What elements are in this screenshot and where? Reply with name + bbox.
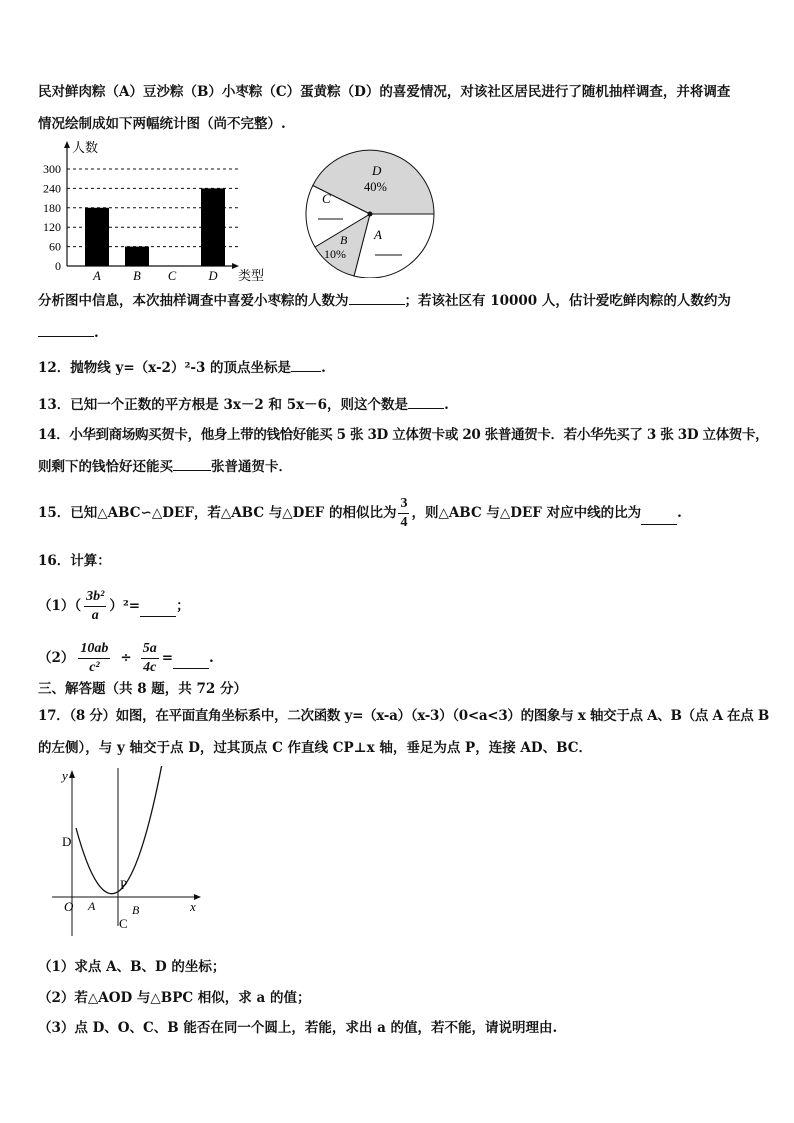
q13-line (38, 394, 449, 415)
pie-label-d: D (372, 163, 382, 178)
q15-blank (641, 510, 677, 525)
bar-chart-xtick-label: C (167, 269, 177, 283)
graph-label-y: y (62, 768, 68, 783)
q12-line (38, 357, 326, 378)
q17-line-2: 的左侧），与 y 轴交于点 D，过其顶点 C 作直线 CP⊥x 轴，垂足为点 P，连接 AD、BC． (38, 740, 592, 756)
intro-line-2: 情况绘制成如下两幅统计图（尚不完整）. (38, 116, 286, 132)
pie-label-a: A (374, 227, 382, 242)
q16-p2-numerator-1: 10ab (78, 641, 110, 659)
q12-end: . (321, 360, 326, 376)
bar-chart-ytick-label: 0 (55, 259, 61, 273)
q15-ratio-numerator: 3 (398, 496, 409, 514)
q17-sub-3: （3）点 D、O、C、B 能否在同一个圆上，若能，求出 a 的值，若不能，请说明理由. (38, 1020, 558, 1036)
q15-ratio-denominator: 4 (400, 514, 408, 530)
q17-sub-2: （2）若△AOD 与△BPC 相似，求 a 的值； (38, 990, 311, 1006)
graph-label-a: A (88, 899, 96, 913)
q14-text-b: 张普通贺卡． (211, 459, 292, 475)
q15-text-after: ，则△ABC 与△DEF 对应中线的比为 (411, 505, 642, 521)
q16-title: 16．计算： (38, 553, 111, 569)
q11-end: . (94, 325, 99, 341)
q13-end: . (444, 397, 449, 413)
q16-p2-fraction-1 (78, 641, 110, 676)
q11-line (38, 290, 731, 311)
q15-line (38, 492, 682, 534)
q12-blank (291, 357, 321, 372)
section-3-title: 三、解答题（共 8 题，共 72 分） (38, 681, 247, 697)
q16-p2-denominator-1: c² (89, 659, 100, 675)
pie-label-b-percent: 10% (324, 247, 346, 261)
q16-p1-suffix: ）²= (109, 598, 141, 614)
q16-p2-fraction-2 (141, 641, 159, 676)
bar-chart-ytick-label: 60 (49, 239, 61, 254)
bar-chart-xlabel: 类型 (238, 268, 265, 283)
graph-parabola (76, 766, 162, 894)
q16-p1-denominator: a (91, 607, 99, 623)
q16-p2-operator: ÷ (120, 650, 132, 666)
bar-chart-xtick-label: B (133, 269, 141, 283)
q16-part-1 (38, 586, 190, 626)
q16-p1-fraction (84, 589, 106, 624)
bar-chart-y-arrow (64, 141, 70, 148)
bar-chart-ytick-label: 120 (43, 220, 61, 235)
graph-label-x: x (190, 899, 196, 914)
q16-p2-denominator-2: 4c (143, 659, 157, 675)
graph-label-d: D (62, 834, 72, 849)
q17-sub-1: （1）求点 A、B、D 的坐标； (38, 959, 226, 975)
q15-end: . (677, 505, 682, 521)
q11-text-2: ；若该社区有 10000 人，估计爱吃鲜肉粽的人数约为 (404, 293, 731, 309)
bar-chart-ytick-label: 300 (43, 162, 61, 176)
q13-text: 13．已知一个正数的平方根是 3x－2 和 5x－6，则这个数是 (38, 397, 409, 413)
q14-text-a: 则剩下的钱恰好还能买 (38, 459, 173, 475)
graph-label-p: P (120, 877, 128, 892)
graph-label-o: O (64, 899, 74, 914)
q14-blank (173, 456, 211, 471)
pie-label-d-percent: 40% (364, 180, 387, 194)
intro-line-1: 民对鲜肉粽（A）豆沙粽（B）小枣粽（C）蛋黄粽（D）的喜爱情况，对该社区居民进行了随机抽样调查，并将调查 (38, 84, 731, 100)
q16-p1-numerator: 3b² (84, 589, 106, 607)
bar-chart-ytick-label: 180 (43, 200, 61, 215)
q16-p2-suffix: = (161, 650, 174, 666)
q16-p2-end: . (209, 650, 214, 666)
q13-blank (408, 394, 444, 409)
q14-line-1: 14．小华到商场购买贺卡，他身上带的钱恰好能买 5 张 3D 立体贺卡或 20 张普通贺卡．若小华先买了 3 张 3D 立体贺卡， (38, 427, 769, 443)
bar-a (85, 208, 109, 266)
bar-chart (30, 138, 280, 286)
q11-blank-1 (349, 290, 405, 305)
pie-label-c: C (322, 191, 331, 206)
q11-line-2 (38, 322, 99, 343)
q16-part-2 (38, 638, 214, 678)
q16-p1-end: ； (176, 598, 190, 614)
bar-chart-xtick-label: A (93, 269, 101, 283)
graph-label-b: B (132, 903, 140, 917)
graph-label-c: C (119, 916, 128, 931)
q12-text: 12．抛物线 y=（x-2）²-3 的顶点坐标是 (38, 360, 292, 376)
q16-p2-blank (173, 654, 209, 669)
q16-p2-numerator-2: 5a (141, 641, 159, 659)
q17-parabola-graph (50, 766, 210, 938)
q16-p1-blank (140, 602, 176, 617)
q16-p1-prefix: （1）（ (38, 598, 82, 614)
q14-line-2 (38, 456, 292, 477)
bar-b (125, 247, 149, 266)
graph-y-arrow (69, 770, 75, 778)
q11-text-1: 分析图中信息，本次抽样调查中喜爱小枣粽的人数为 (38, 293, 349, 309)
q15-text-before: 15．已知△ABC∽△DEF，若△ABC 与△DEF 的相似比为 (38, 505, 397, 521)
q15-ratio-fraction (398, 496, 409, 531)
q16-p2-prefix: （2） (38, 650, 75, 666)
bar-chart-xtick-label: D (208, 269, 218, 283)
pie-center-dot (368, 212, 373, 217)
q17-line-1: 17．（8 分）如图，在平面直角坐标系中，二次函数 y=（x-a）（x-3）（0<a<3）的图象与 x 轴交于点 A、B（点 A 在点 B (38, 708, 769, 724)
bar-chart-ytick-label: 240 (43, 181, 61, 196)
pie-label-b: B (340, 233, 348, 247)
pie-chart (300, 146, 440, 278)
q11-blank-2 (38, 322, 94, 337)
bar-chart-ylabel: 人数 (72, 140, 99, 155)
bar-d (201, 188, 225, 266)
